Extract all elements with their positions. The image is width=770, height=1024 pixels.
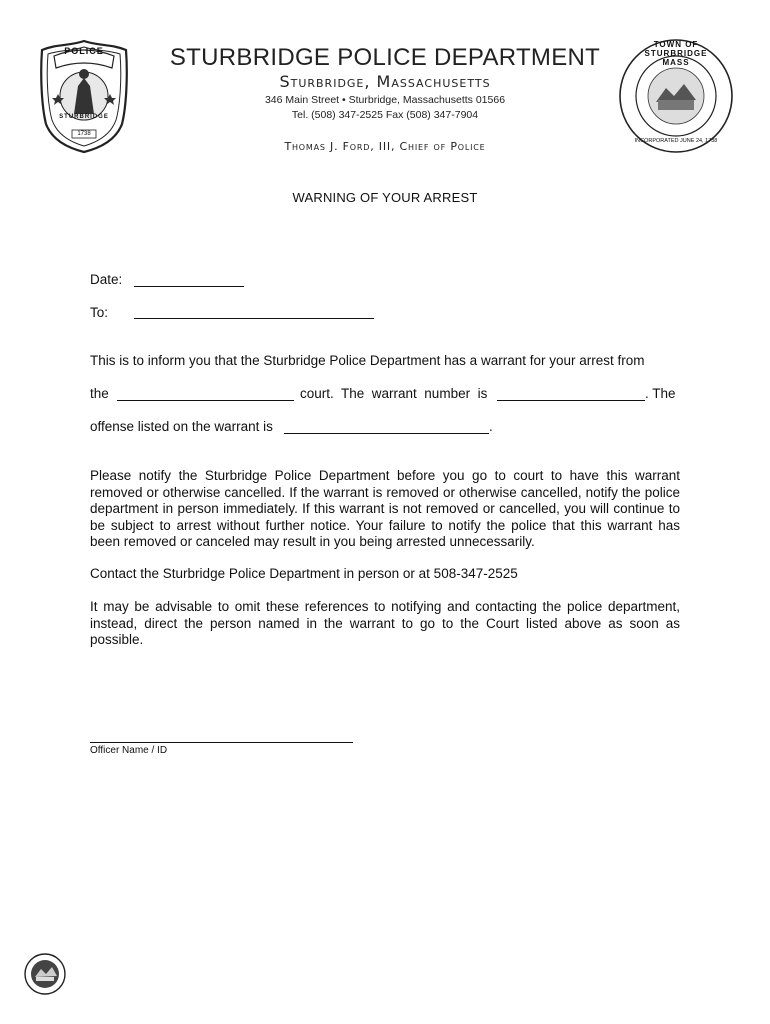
badge-year: 1738 <box>77 131 91 137</box>
paragraph-2: Please notify the Sturbridge Police Department before you go to court to have this warrant removed or otherwise cancelled. If the warrant is removed or otherwise cancelled, notify the police department in person immediately. If this warrant is not removed or cancelled, you will continue to be subject to arrest without further notice. Your failure to notify the police that this warrant has been removed or canceled may result in you being arrested unnecessarily. <box>90 468 680 549</box>
paragraph-1-offense-end: . <box>489 419 493 434</box>
paragraph-1-offense-text: offense listed on the warrant is <box>90 419 273 434</box>
town-name: Sturbridge, Massachusetts <box>279 72 491 91</box>
footer-seal-icon <box>24 953 66 995</box>
officer-name-label: Officer Name / ID <box>90 745 168 756</box>
badge-bottom-text: STURBRIDGE <box>59 114 109 120</box>
seal-ring-text: TOWN OF STURBRIDGE MASS <box>644 40 708 67</box>
paragraph-1-the-end: . The <box>645 386 676 401</box>
chief-of-police: Thomas J. Ford, III, Chief of Police <box>284 140 486 153</box>
badge-top-text: POLICE <box>64 46 104 56</box>
date-label: Date: <box>90 272 123 287</box>
paragraph-1-court-text: court. The warrant number is <box>300 386 488 401</box>
phone-fax: Tel. (508) 347-2525 Fax (508) 347-7904 <box>291 109 479 121</box>
document-title: WARNING OF YOUR ARREST <box>292 190 478 205</box>
paragraph-3: Contact the Sturbridge Police Department in person or at 508-347-2525 <box>90 566 518 581</box>
to-field[interactable] <box>134 318 374 319</box>
date-field[interactable] <box>134 286 244 287</box>
paragraph-1-line-1: This is to inform you that the Sturbridge Police Department has a warrant for your arrest from <box>90 353 645 368</box>
address: 346 Main Street • Sturbridge, Massachusetts 01566 <box>264 94 506 106</box>
department-name: STURBRIDGE POLICE DEPARTMENT <box>169 44 601 71</box>
paragraph-4: It may be advisable to omit these references to notifying and contacting the police department, instead, direct the person named in the warrant to go to the Court listed above as soon as possible. <box>90 599 680 647</box>
court-field[interactable] <box>117 400 294 401</box>
warrant-number-field[interactable] <box>497 400 645 401</box>
offense-field[interactable] <box>284 433 489 434</box>
seal-incorporated-text: INCORPORATED JUNE 24, 1738 <box>634 138 718 144</box>
to-label: To: <box>90 305 109 320</box>
paragraph-1-the: the <box>90 386 109 401</box>
officer-signature-line[interactable] <box>90 742 353 743</box>
